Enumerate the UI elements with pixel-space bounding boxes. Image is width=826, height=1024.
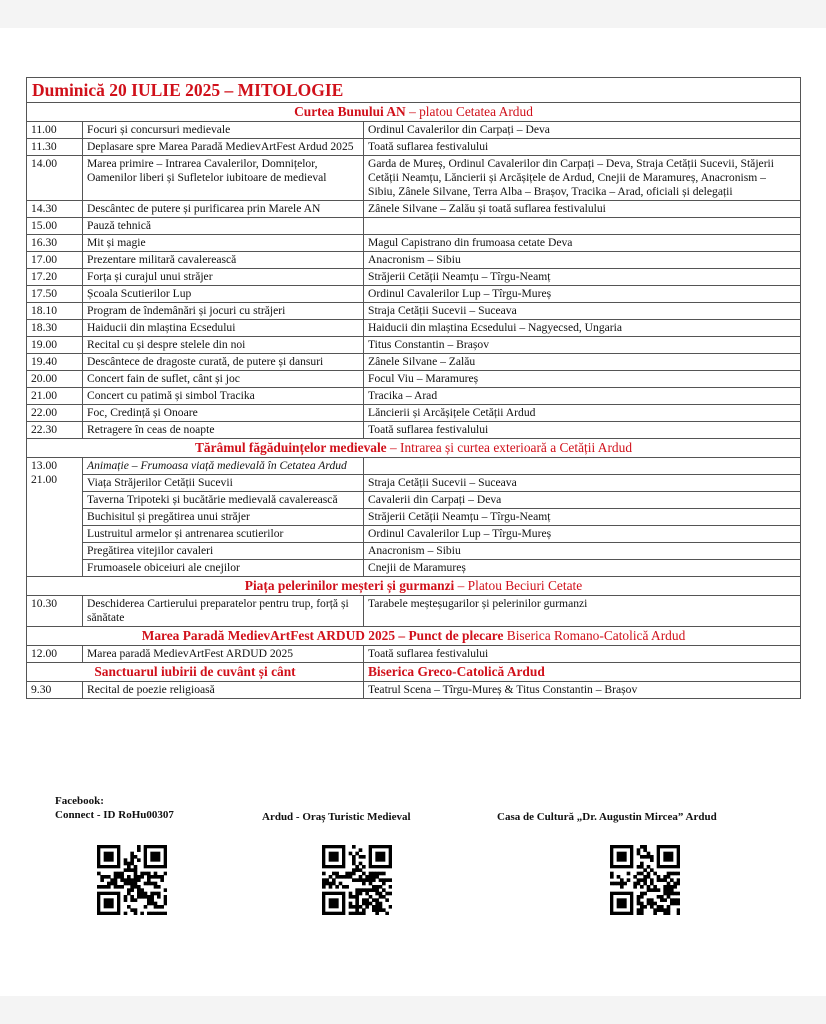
section-sanctuarul-iubirii xyxy=(27,663,801,682)
schedule-row xyxy=(27,388,801,405)
time-cell: 21.00 xyxy=(27,388,83,405)
activity-cell: Program de îndemânări și jocuri cu străjeri xyxy=(83,303,364,320)
time-cell: 14.00 xyxy=(27,156,83,201)
performer-cell: Străjerii Cetății Neamțu – Tîrgu-Neamț xyxy=(364,269,801,286)
activity-cell: Descântece de dragoste curată, de putere și dansuri xyxy=(83,354,364,371)
section-piata-pelerinilor xyxy=(27,577,801,596)
bottom-margin xyxy=(0,996,826,1024)
section-title-location: – Platou Beciuri Cetate xyxy=(454,578,583,593)
performer-cell: Zânele Silvane – Zalău xyxy=(364,354,801,371)
time-cell: 11.00 xyxy=(27,122,83,139)
schedule-row xyxy=(27,371,801,388)
schedule-row xyxy=(27,354,801,371)
activity-cell: Concert fain de suflet, cânt și joc xyxy=(83,371,364,388)
schedule-row xyxy=(27,337,801,354)
qr-code-facebook[interactable] xyxy=(97,845,167,915)
schedule-row xyxy=(27,543,801,560)
time-cell: 17.00 xyxy=(27,252,83,269)
section-title xyxy=(27,103,801,122)
performer-cell: Ordinul Cavalerilor din Carpați – Deva xyxy=(364,122,801,139)
section-title xyxy=(27,577,801,596)
schedule-row xyxy=(27,405,801,422)
top-margin xyxy=(0,0,826,28)
activity-cell: Pauză tehnică xyxy=(83,218,364,235)
section-title xyxy=(27,439,801,458)
time-end: 21.00 xyxy=(31,473,58,486)
performer-cell: Toată suflarea festivalului xyxy=(364,139,801,156)
activity-cell: Viața Străjerilor Cetății Sucevii xyxy=(83,475,364,492)
schedule-row xyxy=(27,286,801,303)
performer-cell: Cavalerii din Carpați – Deva xyxy=(364,492,801,509)
time-cell: 18.10 xyxy=(27,303,83,320)
activity-cell: Prezentare militară cavalerească xyxy=(83,252,364,269)
schedule-row xyxy=(27,646,801,663)
schedule-row xyxy=(27,475,801,492)
time-cell: 9.30 xyxy=(27,682,83,699)
section-title xyxy=(27,627,801,646)
facebook-block xyxy=(55,794,174,822)
performer-cell: Straja Cetății Sucevii – Suceava xyxy=(364,475,801,492)
section-title-left: Sanctuarul iubirii de cuvânt și cânt xyxy=(27,663,364,682)
section-title-bold: Piața pelerinilor meșteri și gurmanzi xyxy=(244,578,455,593)
activity-cell: Marea paradă MedievArtFest ARDUD 2025 xyxy=(83,646,364,663)
performer-cell: Anacronism – Sibiu xyxy=(364,252,801,269)
schedule-row xyxy=(27,156,801,201)
performer-cell: Străjerii Cetății Neamțu – Tîrgu-Neamț xyxy=(364,509,801,526)
activity-cell: Mit și magie xyxy=(83,235,364,252)
section-title-bold: Marea Paradă MedievArtFest ARDUD 2025 – Punct de plecare xyxy=(141,628,504,643)
program-table xyxy=(26,77,801,699)
schedule-row xyxy=(27,596,801,627)
activity-cell: Deplasare spre Marea Paradă MedievArtFest Ardud 2025 xyxy=(83,139,364,156)
time-range-cell xyxy=(27,458,83,577)
time-cell: 15.00 xyxy=(27,218,83,235)
activity-cell: Pregătirea vitejilor cavaleri xyxy=(83,543,364,560)
schedule-row xyxy=(27,560,801,577)
qr-code-city[interactable] xyxy=(322,845,392,915)
time-cell: 14.30 xyxy=(27,201,83,218)
time-cell: 22.30 xyxy=(27,422,83,439)
time-cell: 19.40 xyxy=(27,354,83,371)
time-cell: 11.30 xyxy=(27,139,83,156)
activity-cell: Focuri și concursuri medievale xyxy=(83,122,364,139)
activity-cell: Școala Scutierilor Lup xyxy=(83,286,364,303)
time-cell: 10.30 xyxy=(27,596,83,627)
schedule-row xyxy=(27,526,801,543)
performer-cell: Garda de Mureș, Ordinul Cavalerilor din Carpați – Deva, Straja Cetății Sucevii, Stăjerii Cetății Neamțu, Lăncierii și Arcășițele de Ardud, Cnejii de Maramureș, Anacronism – Sibiu, Zânele Silvane, Terra Alba – Brașov, Tracika – Arad, oficiali și delegații xyxy=(364,156,801,201)
section-taramul-fagaduintelor xyxy=(27,439,801,458)
section-title-location: – platou Cetatea Ardud xyxy=(405,104,533,119)
time-cell: 18.30 xyxy=(27,320,83,337)
performer-cell: Tarabele meșteșugarilor și pelerinilor gurmanzi xyxy=(364,596,801,627)
schedule-row xyxy=(27,422,801,439)
schedule-row xyxy=(27,235,801,252)
section-title-location: Biserica Romano-Catolică Ardud xyxy=(503,628,686,643)
activity-cell: Forța și curajul unui străjer xyxy=(83,269,364,286)
section-marea-parada xyxy=(27,627,801,646)
section-title-location: – Intrarea și curtea exterioară a Cetății Ardud xyxy=(386,440,633,455)
schedule-row xyxy=(27,320,801,337)
day-header-row xyxy=(27,78,801,103)
time-cell: 16.30 xyxy=(27,235,83,252)
schedule-row xyxy=(27,303,801,320)
performer-cell: Teatrul Scena – Tîrgu-Mureș & Titus Constantin – Brașov xyxy=(364,682,801,699)
culture-house-label: Casa de Cultură „Dr. Augustin Mircea” Ardud xyxy=(497,811,717,823)
activity-cell: Foc, Credință și Onoare xyxy=(83,405,364,422)
performer-cell: Anacronism – Sibiu xyxy=(364,543,801,560)
activity-cell: Frumoasele obiceiuri ale cnejilor xyxy=(83,560,364,577)
performer-cell: Haiducii din mlaștina Ecsedului – Nagyecsed, Ungaria xyxy=(364,320,801,337)
performer-cell: Ordinul Cavalerilor Lup – Tîrgu-Mureș xyxy=(364,526,801,543)
activity-cell: Haiducii din mlaștina Ecsedului xyxy=(83,320,364,337)
section-title-bold: Tărâmul făgăduințelor medievale xyxy=(194,440,387,455)
time-cell: 20.00 xyxy=(27,371,83,388)
qr-code-culture-house[interactable] xyxy=(610,845,680,915)
activity-cell: Buchisitul și pregătirea unui străjer xyxy=(83,509,364,526)
performer-cell: Toată suflarea festivalului xyxy=(364,422,801,439)
performer-cell: Titus Constantin – Brașov xyxy=(364,337,801,354)
schedule-row xyxy=(27,218,801,235)
performer-cell: Ordinul Cavalerilor Lup – Tîrgu-Mureș xyxy=(364,286,801,303)
performer-cell: Tracika – Arad xyxy=(364,388,801,405)
performer-cell: Lăncierii și Arcășițele Cetății Ardud xyxy=(364,405,801,422)
schedule-row xyxy=(27,509,801,526)
schedule-row xyxy=(27,252,801,269)
section-title-bold: Curtea Bunului AN xyxy=(294,104,406,119)
connect-id: Connect - ID RoHu00307 xyxy=(55,809,174,821)
performer-cell: Straja Cetății Sucevii – Suceava xyxy=(364,303,801,320)
schedule-row xyxy=(27,269,801,286)
activity-cell: Animație – Frumoasa viață medievală în Cetatea Ardud xyxy=(83,458,364,475)
facebook-label: Facebook: xyxy=(55,795,104,807)
performer-cell: Magul Capistrano din frumoasa cetate Deva xyxy=(364,235,801,252)
time-cell: 17.20 xyxy=(27,269,83,286)
time-start: 13.00 xyxy=(31,459,58,472)
day-title: Duminică 20 IULIE 2025 – MITOLOGIE xyxy=(27,78,801,103)
performer-cell xyxy=(364,458,801,475)
activity-cell: Marea primire – Intrarea Cavalerilor, Domnițelor, Oamenilor liberi și Sufletelor iubitoare de medieval xyxy=(83,156,364,201)
schedule-row xyxy=(27,458,801,475)
performer-cell: Focul Viu – Maramureș xyxy=(364,371,801,388)
schedule-row xyxy=(27,139,801,156)
activity-cell: Retragere în ceas de noapte xyxy=(83,422,364,439)
activity-cell: Recital cu și despre stelele din noi xyxy=(83,337,364,354)
performer-cell: Cnejii de Maramureș xyxy=(364,560,801,577)
activity-cell: Lustruitul armelor și antrenarea scutierilor xyxy=(83,526,364,543)
performer-cell xyxy=(364,218,801,235)
schedule-row xyxy=(27,201,801,218)
time-cell: 17.50 xyxy=(27,286,83,303)
activity-cell: Concert cu patimă și simbol Tracika xyxy=(83,388,364,405)
schedule-row xyxy=(27,682,801,699)
activity-cell: Deschiderea Cartierului preparatelor pentru trup, forță și sănătate xyxy=(83,596,364,627)
time-cell: 12.00 xyxy=(27,646,83,663)
time-cell: 19.00 xyxy=(27,337,83,354)
section-title-right: Biserica Greco-Catolică Ardud xyxy=(364,663,801,682)
activity-cell: Taverna Tripoteki și bucătărie medievală cavalerească xyxy=(83,492,364,509)
schedule-row xyxy=(27,492,801,509)
performer-cell: Zânele Silvane – Zalău și toată suflarea festivalului xyxy=(364,201,801,218)
activity-cell: Descântec de putere și purificarea prin Marele AN xyxy=(83,201,364,218)
city-label: Ardud - Oraș Turistic Medieval xyxy=(262,811,411,823)
activity-cell: Recital de poezie religioasă xyxy=(83,682,364,699)
schedule-row xyxy=(27,122,801,139)
performer-cell: Toată suflarea festivalului xyxy=(364,646,801,663)
section-curtea-bunului-an xyxy=(27,103,801,122)
time-cell: 22.00 xyxy=(27,405,83,422)
